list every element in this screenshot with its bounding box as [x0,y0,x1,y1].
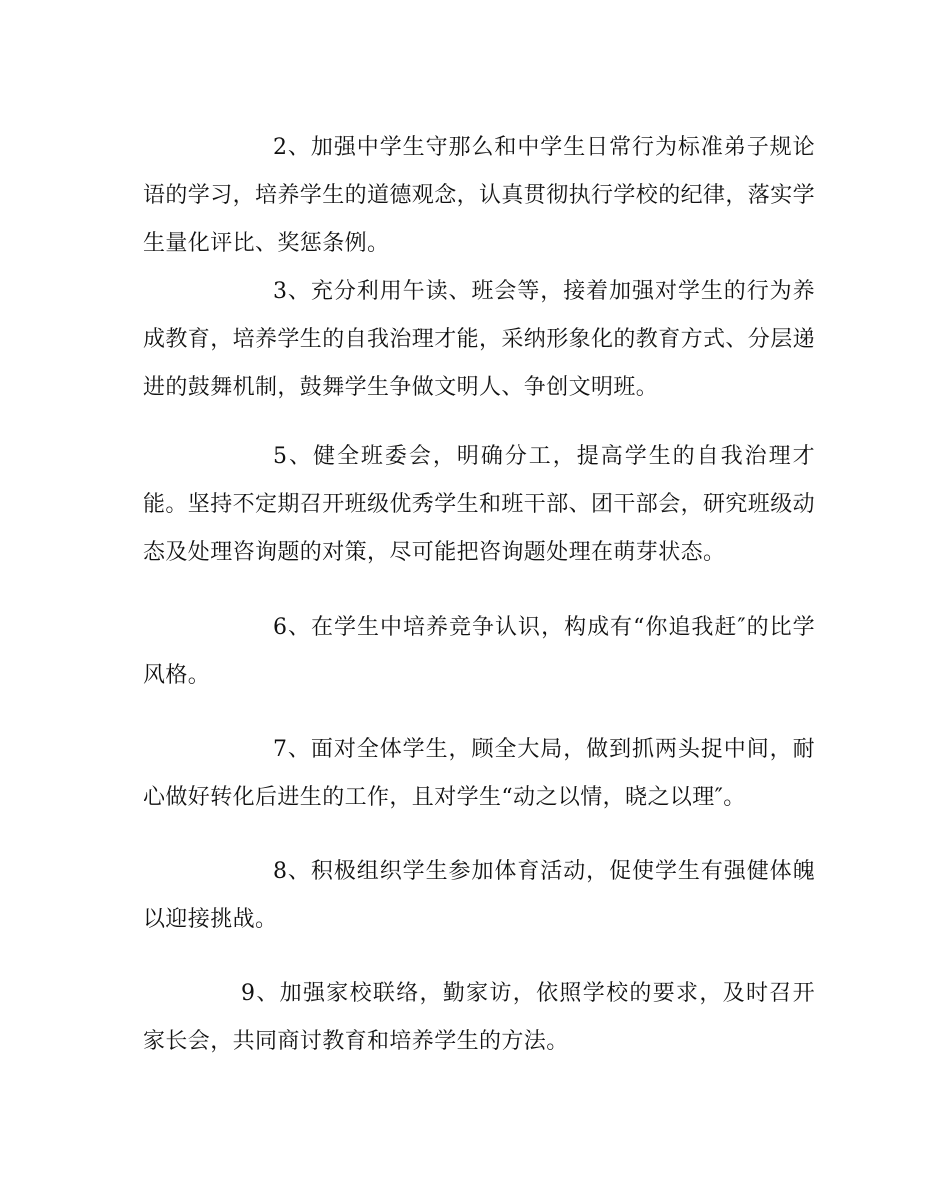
paragraph-item-3: 3、充分利用午读、班会等，接着加强对学生的行为养成教育，培养学生的自我治理才能，采纳形象化的教育方式、分层递进的鼓舞机制，鼓舞学生争做文明人、争创文明班。 [143,279,816,400]
paragraph-item-6: 6、在学生中培养竞争认识，构成有“你追我赶″的比学风格。 [143,615,815,688]
paragraph-item-9: 9、加强家校联络，勤家访，依照学校的要求，及时召开家长会，共同商讨教育和培养学生的方法。 [143,981,815,1054]
paragraph-item-7: 7、面对全体学生，顾全大局，做到抓两头捉中间，耐心做好转化后进生的工作，且对学生“动之以情，晓之以理″。 [143,737,815,810]
paragraph-item-5: 5、健全班委会，明确分工，提高学生的自我治理才能。坚持不定期召开班级优秀学生和班干部、团干部会，研究班级动态及处理咨询题的对策，尽可能把咨询题处理在萌芽状态。 [143,444,816,565]
paragraph-item-2: 2、加强中学生守那么和中学生日常行为标准弟子规论语的学习，培养学生的道德观念，认真贯彻执行学校的纪律，落实学生量化评比、奖惩条例。 [143,135,816,256]
paragraph-item-8: 8、积极组织学生参加体育活动，促使学生有强健体魄以迎接挑战。 [143,859,815,932]
